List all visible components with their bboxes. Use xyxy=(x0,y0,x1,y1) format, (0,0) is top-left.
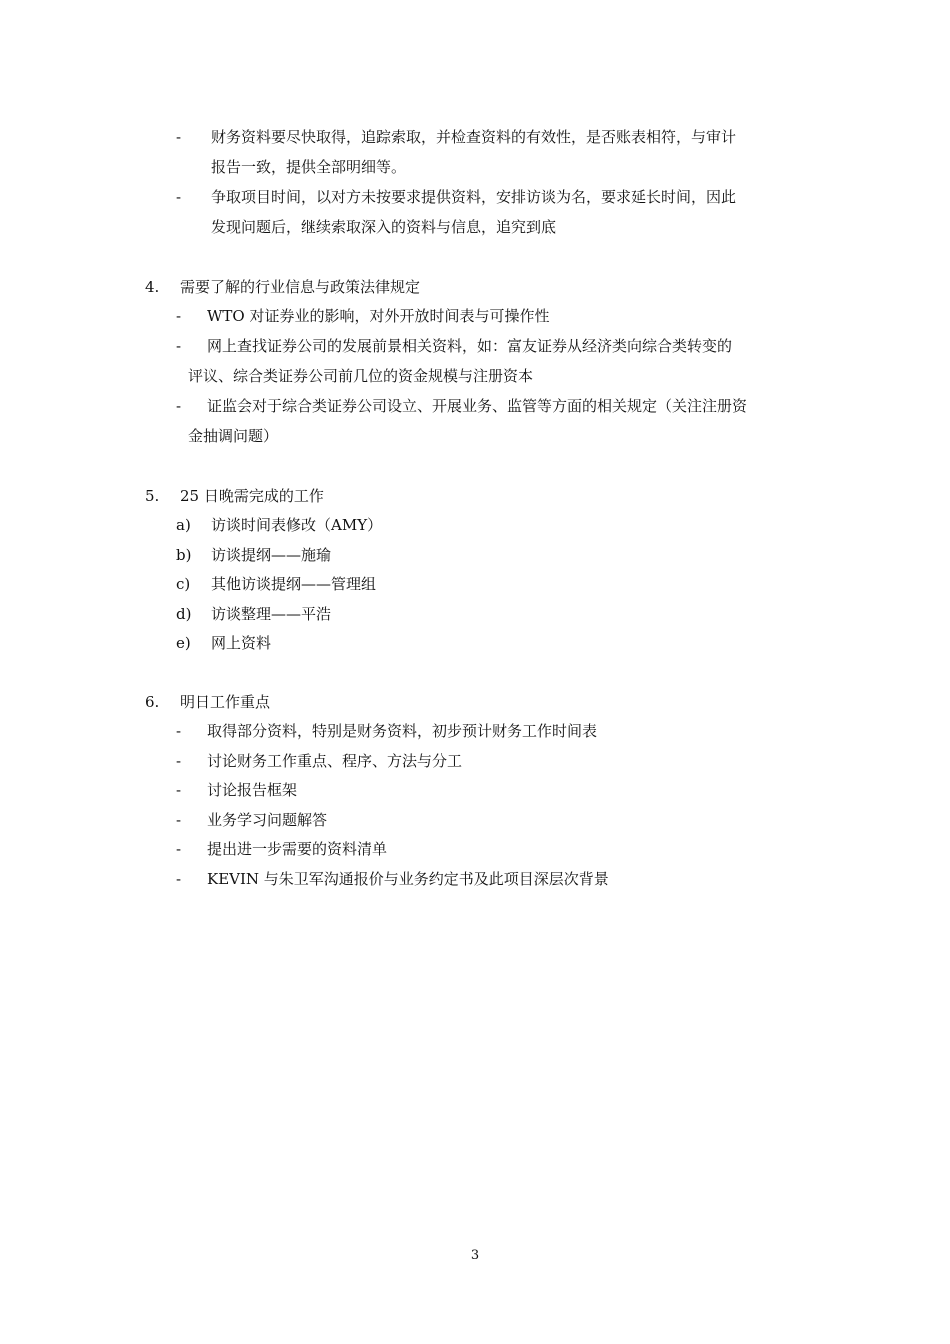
list-item-marker: a) xyxy=(176,516,191,534)
bullet-text: 财务资料要尽快取得，追踪索取，并检查资料的有效性，是否账表相符，与审计 xyxy=(211,128,737,146)
list-item-text: 访谈时间表修改（AMY） xyxy=(211,516,383,534)
section-title: 需要了解的行业信息与政策法律规定 xyxy=(180,278,421,296)
section-number: 4. xyxy=(145,278,160,296)
bullet-text: 提出进一步需要的资料清单 xyxy=(207,840,388,858)
list-item-marker: e) xyxy=(176,634,191,652)
list-item-marker: c) xyxy=(176,575,191,593)
list-item-text: 访谈整理——平浩 xyxy=(211,605,332,623)
list-item-text: 访谈提纲——施瑜 xyxy=(211,546,332,564)
bullet-text-continuation: 金抽调问题） xyxy=(188,427,279,445)
bullet-text: 取得部分资料，特别是财务资料，初步预计财务工作时间表 xyxy=(207,722,598,740)
bullet-marker: - xyxy=(176,752,182,770)
bullet-text-continuation: 发现问题后，继续索取深入的资料与信息，追究到底 xyxy=(211,218,557,236)
bullet-text: WTO 对证券业的影响，对外开放时间表与可操作性 xyxy=(207,307,550,325)
bullet-text: 业务学习问题解答 xyxy=(207,811,328,829)
bullet-marker: - xyxy=(176,811,182,829)
bullet-marker: - xyxy=(176,397,182,415)
page-number: 3 xyxy=(470,1248,480,1263)
section-title: 25 日晚需完成的工作 xyxy=(180,487,324,505)
bullet-text: 证监会对于综合类证券公司设立、开展业务、监管等方面的相关规定（关注注册资 xyxy=(207,397,748,415)
bullet-text-continuation: 报告一致，提供全部明细等。 xyxy=(211,158,407,176)
list-item-marker: d) xyxy=(176,605,192,623)
bullet-text: 讨论财务工作重点、程序、方法与分工 xyxy=(207,752,463,770)
bullet-marker: - xyxy=(176,337,182,355)
section-number: 5. xyxy=(145,487,160,505)
bullet-marker: - xyxy=(176,188,182,206)
bullet-marker: - xyxy=(176,128,182,146)
bullet-marker: - xyxy=(176,307,182,325)
bullet-marker: - xyxy=(176,722,182,740)
bullet-text-continuation: 评议、综合类证券公司前几位的资金规模与注册资本 xyxy=(188,367,534,385)
bullet-text: KEVIN 与朱卫军沟通报价与业务约定书及此项目深层次背景 xyxy=(207,870,609,888)
bullet-text: 讨论报告框架 xyxy=(207,781,298,799)
bullet-marker: - xyxy=(176,870,182,888)
bullet-marker: - xyxy=(176,781,182,799)
bullet-text: 争取项目时间，以对方未按要求提供资料，安排访谈为名，要求延长时间，因此 xyxy=(211,188,737,206)
list-item-marker: b) xyxy=(176,546,192,564)
list-item-text: 其他访谈提纲——管理组 xyxy=(211,575,377,593)
list-item-text: 网上资料 xyxy=(211,634,272,652)
section-title: 明日工作重点 xyxy=(180,693,271,711)
bullet-marker: - xyxy=(176,840,182,858)
bullet-text: 网上查找证券公司的发展前景相关资料，如：富友证券从经济类向综合类转变的 xyxy=(207,337,733,355)
section-number: 6. xyxy=(145,693,160,711)
